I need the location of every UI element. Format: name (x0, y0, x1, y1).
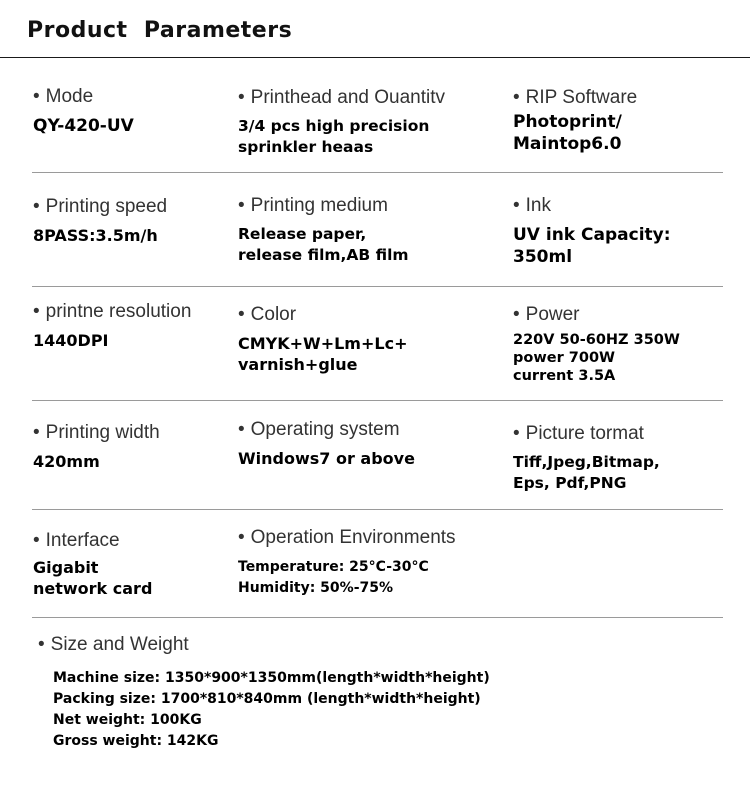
param-picture-format (513, 423, 660, 494)
param-value: Temperature: 25°C-30°C Humidity: 50%-75% (238, 559, 429, 596)
bullet-icon: • (238, 527, 245, 548)
param-printing-medium (238, 195, 409, 266)
param-power (513, 304, 680, 385)
bullet-icon: • (238, 87, 245, 108)
param-value: 8PASS:3.5m/h (33, 226, 158, 245)
bullet-icon: • (238, 419, 245, 440)
bullet-icon: • (238, 304, 245, 325)
row-divider (32, 172, 723, 173)
bullet-icon: • (238, 195, 245, 216)
param-value: Tiff,Jpeg,Bitmap, Eps, Pdf,PNG (513, 453, 660, 492)
param-label: printne resolution (45, 301, 192, 322)
row-divider (32, 617, 723, 618)
bullet-icon: • (38, 634, 45, 655)
param-label: RIP Software (525, 87, 638, 108)
param-label: Operation Environments (250, 527, 456, 548)
bullet-icon: • (33, 422, 40, 443)
bullet-icon: • (513, 195, 520, 216)
param-value: UV ink Capacity: 350ml (513, 225, 671, 267)
bullet-icon: • (33, 301, 40, 322)
param-value: Gigabit network card (33, 558, 153, 598)
param-value: QY-420-UV (33, 116, 134, 136)
param-label: Printing medium (250, 195, 388, 216)
bullet-icon: • (513, 304, 520, 325)
bullet-icon: • (33, 196, 40, 217)
param-printing-width (33, 422, 160, 472)
param-value: Release paper, release film,AB film (238, 225, 409, 264)
bullet-icon: • (33, 530, 40, 551)
param-color (238, 304, 407, 375)
param-resolution (33, 301, 191, 351)
param-ink (513, 195, 671, 268)
param-operating-system (238, 419, 415, 469)
param-size-weight (38, 634, 490, 752)
param-label: Ink (525, 195, 552, 216)
bullet-icon: • (513, 423, 520, 444)
param-label: Color (250, 304, 297, 325)
param-label: Picture tormat (525, 423, 644, 444)
param-label: Size and Weight (50, 634, 189, 655)
param-value: CMYK+W+Lm+Lc+ varnish+glue (238, 334, 408, 374)
param-operation-environments (238, 527, 456, 599)
param-value: Photoprint/ Maintop6.0 (513, 112, 622, 154)
param-label: Printhead and Ouantitv (250, 87, 446, 108)
title-divider (0, 57, 750, 58)
param-printing-speed (33, 196, 167, 246)
row-divider (32, 286, 723, 287)
param-value: 220V 50-60HZ 350W power 700W current 3.5A (513, 332, 680, 384)
param-interface (33, 530, 152, 599)
bullet-icon: • (513, 87, 520, 108)
param-value: 1440DPI (33, 331, 109, 350)
param-value: Windows7 or above (238, 449, 415, 468)
param-label: Power (525, 304, 580, 325)
param-rip-software (513, 87, 637, 155)
param-value: Machine size: 1350*900*1350mm(length*width*height) Packing size: 1700*810*840mm (length*width*height) Net weight: 100KG Gross weight: 142KG (53, 670, 490, 749)
param-label: Operating system (250, 419, 400, 440)
page-title: Product Parameters (27, 18, 293, 43)
param-value: 3/4 pcs high precision sprinkler heaas (238, 117, 430, 156)
bullet-icon: • (33, 86, 40, 107)
param-label: Printing speed (45, 196, 168, 217)
param-label: Interface (45, 530, 120, 551)
param-label: Mode (45, 86, 94, 107)
row-divider (32, 509, 723, 510)
param-label: Printing width (45, 422, 160, 443)
row-divider (32, 400, 723, 401)
param-printhead (238, 87, 445, 158)
param-mode (33, 86, 134, 137)
param-value: 420mm (33, 452, 100, 471)
